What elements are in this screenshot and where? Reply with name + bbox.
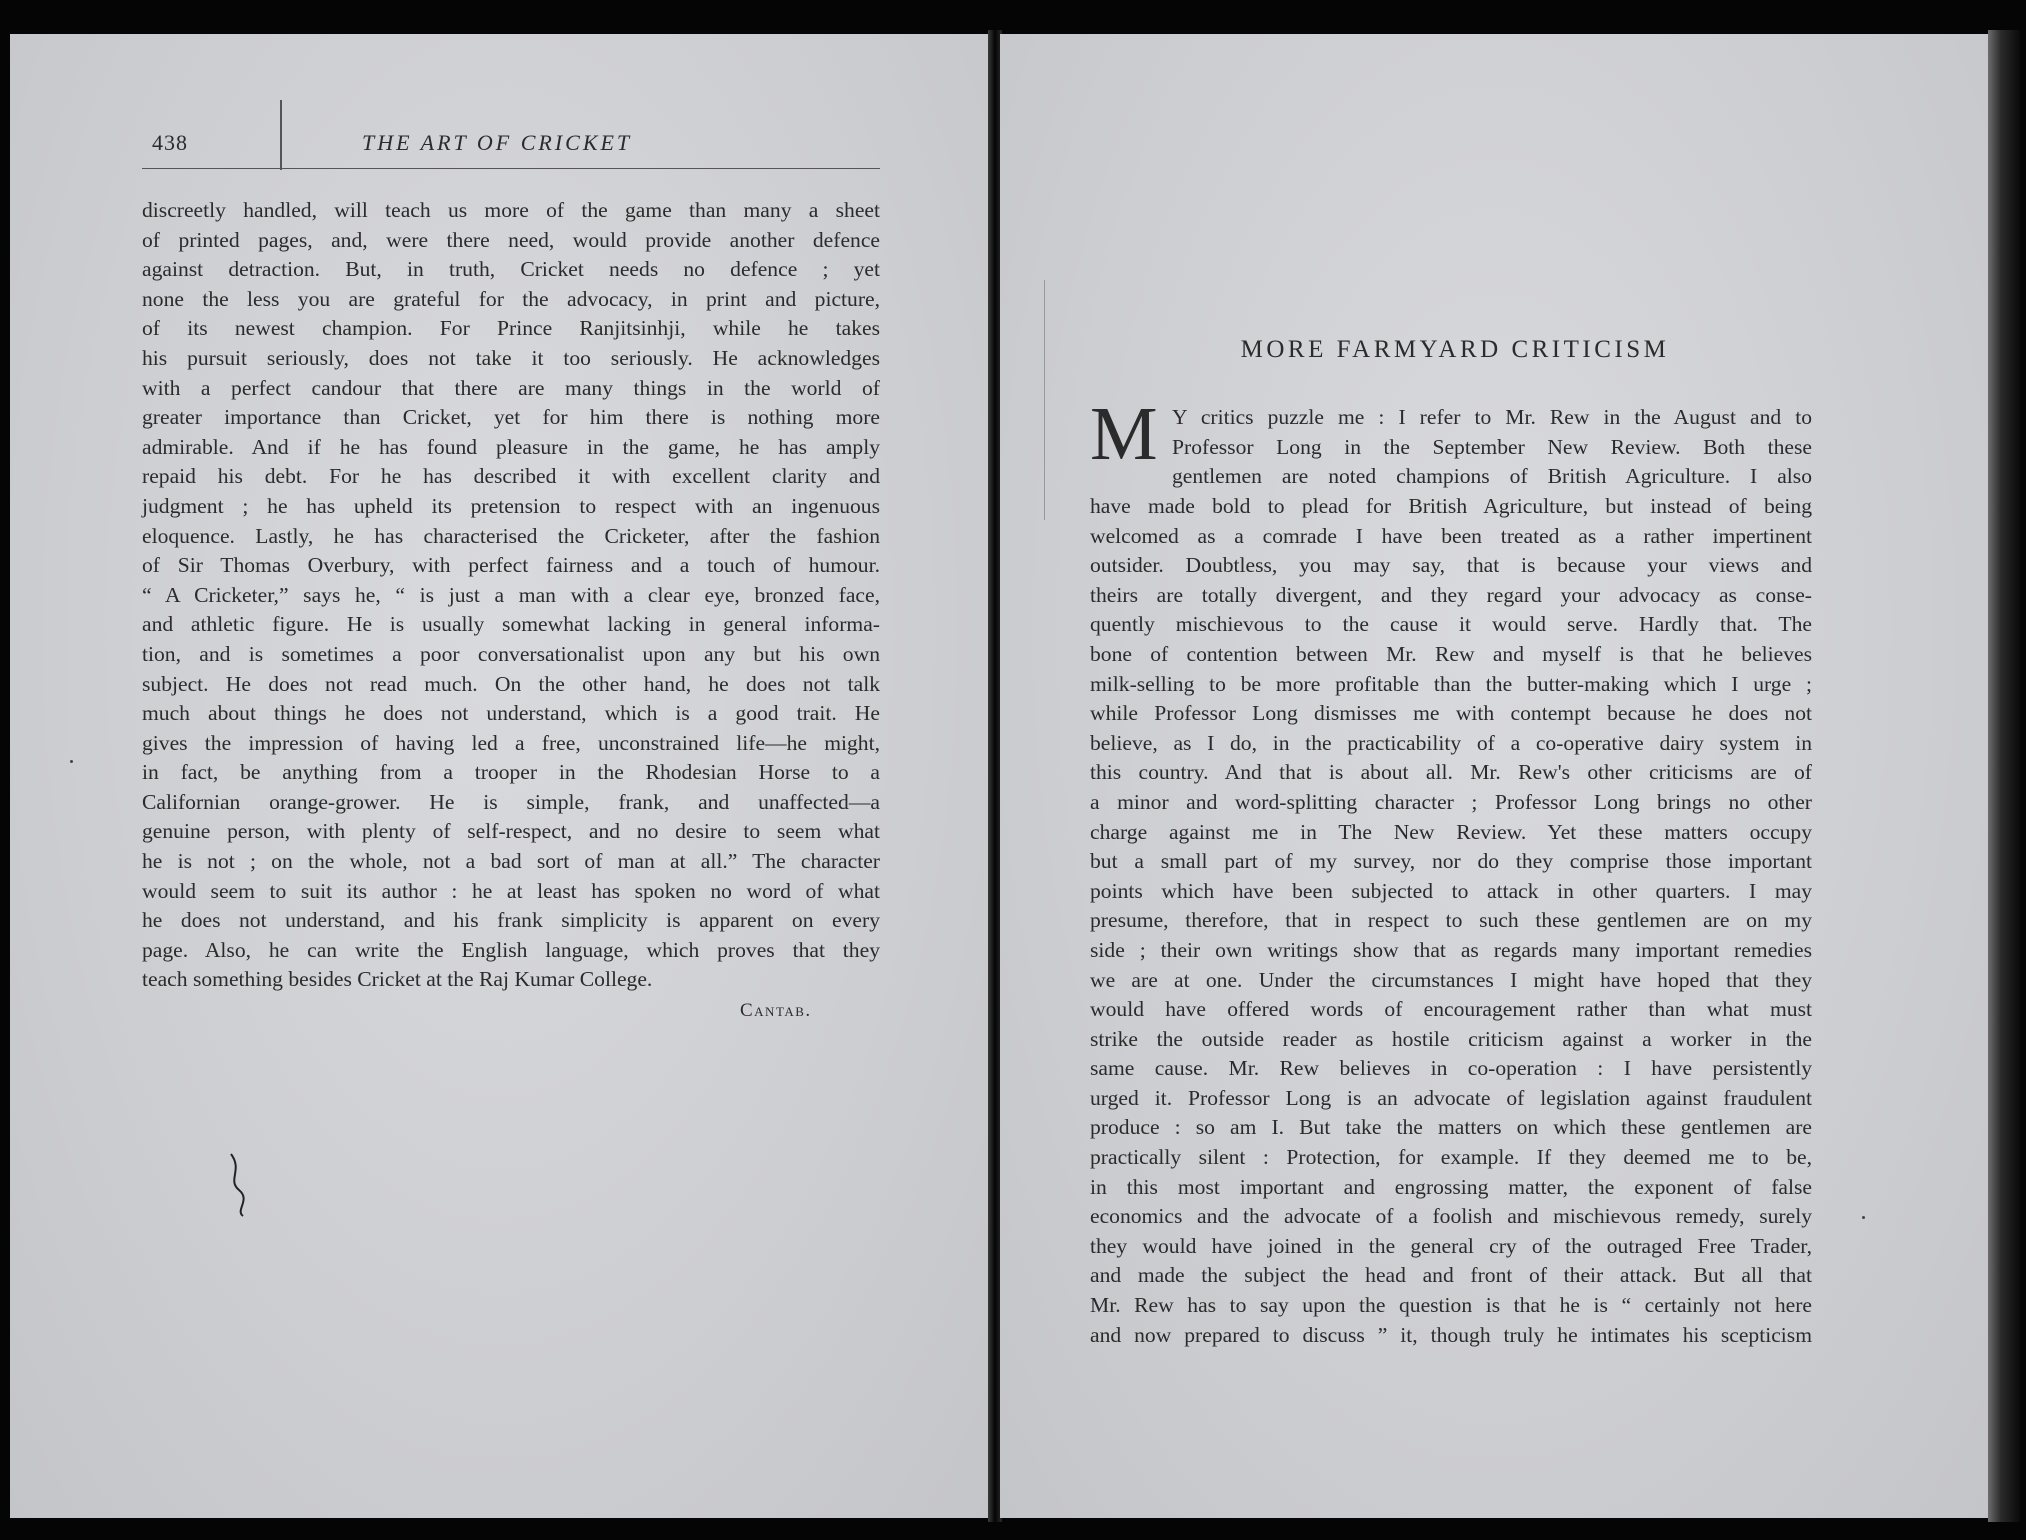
text-line: practically silent : Protection, for example. If they deemed me to be, — [1090, 1145, 1812, 1170]
margin-mark — [1044, 280, 1045, 520]
text-line: gives the impression of having led a free, unconstrained life—he might, — [142, 730, 880, 755]
text-line: gentlemen are noted champions of British Agriculture. I also — [1172, 464, 1812, 489]
text-line: have made bold to plead for British Agriculture, but instead of being — [1090, 494, 1812, 518]
text-line: presume, therefore, that in respect to such these gentlemen are on my — [1090, 908, 1812, 933]
text-line: would have offered words of encouragement rather than what must — [1090, 997, 1812, 1022]
text-line: quently mischievous to the cause it would serve. Hardly that. The — [1090, 612, 1812, 637]
text-line: greater importance than Cricket, yet for him there is nothing more — [142, 405, 880, 430]
text-line: with a perfect candour that there are many things in the world of — [142, 375, 880, 400]
text-line: outsider. Doubtless, you may say, that is because your views and — [1090, 553, 1812, 578]
text-line: eloquence. Lastly, he has characterised the Cricketer, after the fashion — [142, 523, 880, 548]
text-line: strike the outside reader as hostile criticism against a worker in the — [1090, 1026, 1812, 1051]
text-line: but a small part of my survey, nor do they comprise those important — [1090, 849, 1812, 874]
text-line: page. Also, he can write the English language, which proves that they — [142, 937, 880, 962]
text-line: judgment ; he has upheld its pretension to respect with an ingenuous — [142, 493, 880, 518]
text-line: while Professor Long dismisses me with contempt because he does not — [1090, 701, 1812, 726]
text-line: Californian orange-grower. He is simple, frank, and unaffected—a — [142, 789, 880, 814]
text-line: theirs are totally divergent, and they regard your advocacy as conse- — [1090, 582, 1812, 607]
text-line: he is not ; on the whole, not a bad sort of man at all.” The character — [142, 849, 880, 874]
pen-mark — [225, 1150, 255, 1220]
right-body-text — [1090, 492, 1812, 1350]
text-line: none the less you are grateful for the advocacy, in print and picture, — [142, 286, 880, 311]
text-line: genuine person, with plenty of self-respect, and no desire to seem what — [142, 819, 880, 844]
text-line: Professor Long in the September New Review. Both these — [1172, 434, 1812, 459]
text-line: milk-selling to be more profitable than the butter-making which I urge ; — [1090, 671, 1812, 696]
page-number: 438 — [152, 130, 188, 155]
text-line: in fact, be anything from a trooper in the Rhodesian Horse to a — [142, 760, 880, 785]
running-title: THE ART OF CRICKET — [362, 130, 633, 155]
text-line: would seem to suit its author : he at least has spoken no word of what — [142, 878, 880, 903]
text-line: a minor and word-splitting character ; Professor Long brings no other — [1090, 789, 1812, 814]
speck — [1862, 1216, 1865, 1219]
running-head — [142, 128, 880, 169]
text-line: Mr. Rew has to say upon the question is that he is “ certainly not here — [1090, 1293, 1812, 1318]
text-line: charge against me in The New Review. Yet these matters occupy — [1090, 819, 1812, 844]
text-line: produce : so am I. But take the matters on which these gentlemen are — [1090, 1115, 1812, 1140]
text-line: discreetly handled, will teach us more of the game than many a sheet — [142, 198, 880, 222]
article-title: MORE FARMYARD CRITICISM — [1240, 336, 1670, 363]
text-line: and athletic figure. He is usually somewhat lacking in general informa- — [142, 612, 880, 637]
text-line: he does not understand, and his frank simplicity is apparent on every — [142, 908, 880, 933]
text-line: “ A Cricketer,” says he, “ is just a man with a clear eye, bronzed face, — [142, 582, 880, 607]
text-line: and now prepared to discuss ” it, though truly he intimates his scepticism — [1090, 1322, 1812, 1347]
text-line: admirable. And if he has found pleasure in the game, he has amply — [142, 434, 880, 459]
text-line: his pursuit seriously, does not take it too seriously. He acknowledges — [142, 345, 880, 370]
right-intro-text — [1172, 403, 1812, 492]
text-line: Y critics puzzle me : I refer to Mr. Rew in the August and to — [1172, 405, 1812, 429]
text-line: tion, and is sometimes a poor conversationalist upon any but his own — [142, 641, 880, 666]
text-line: urged it. Professor Long is an advocate of legislation against fraudulent — [1090, 1085, 1812, 1110]
text-line: economics and the advocate of a foolish and mischievous remedy, surely — [1090, 1204, 1812, 1229]
text-line: repaid his debt. For he has described it with excellent clarity and — [142, 464, 880, 489]
text-line: this country. And that is about all. Mr. Rew's other criticisms are of — [1090, 760, 1812, 785]
text-line: points which have been subjected to attack in other quarters. I may — [1090, 878, 1812, 903]
text-line: of its newest champion. For Prince Ranjitsinhji, while he takes — [142, 316, 880, 341]
text-line: same cause. Mr. Rew believes in co-operation : I have persistently — [1090, 1056, 1812, 1081]
drop-cap: M — [1090, 392, 1158, 476]
left-body-text — [142, 196, 880, 995]
text-line: they would have joined in the general cry of the outraged Free Trader, — [1090, 1233, 1812, 1258]
text-line: of printed pages, and, were there need, would provide another defence — [142, 227, 880, 252]
text-line: much about things he does not understand, which is a good trait. He — [142, 701, 880, 726]
text-line: believe, as I do, in the practicability of a co-operative dairy system in — [1090, 730, 1812, 755]
text-line: bone of contention between Mr. Rew and myself is that he believes — [1090, 641, 1812, 666]
pencil-mark — [280, 100, 282, 170]
text-line: teach something besides Cricket at the Raj Kumar College. — [142, 967, 653, 992]
author-signature: Cantab. — [740, 1000, 812, 1021]
text-line: in this most important and engrossing matter, the exponent of false — [1090, 1174, 1812, 1199]
speck — [70, 760, 73, 763]
text-line: we are at one. Under the circumstances I might have hoped that they — [1090, 967, 1812, 992]
text-line: against detraction. But, in truth, Cricket needs no defence ; yet — [142, 257, 880, 282]
text-line: welcomed as a comrade I have been treated as a rather impertinent — [1090, 523, 1812, 548]
text-line: and made the subject the head and front of their attack. But all that — [1090, 1263, 1812, 1288]
text-line: of Sir Thomas Overbury, with perfect fairness and a touch of humour. — [142, 553, 880, 578]
page-edge — [1988, 30, 2020, 1522]
text-line: subject. He does not read much. On the other hand, he does not talk — [142, 671, 880, 696]
text-line: side ; their own writings show that as regards many important remedies — [1090, 937, 1812, 962]
